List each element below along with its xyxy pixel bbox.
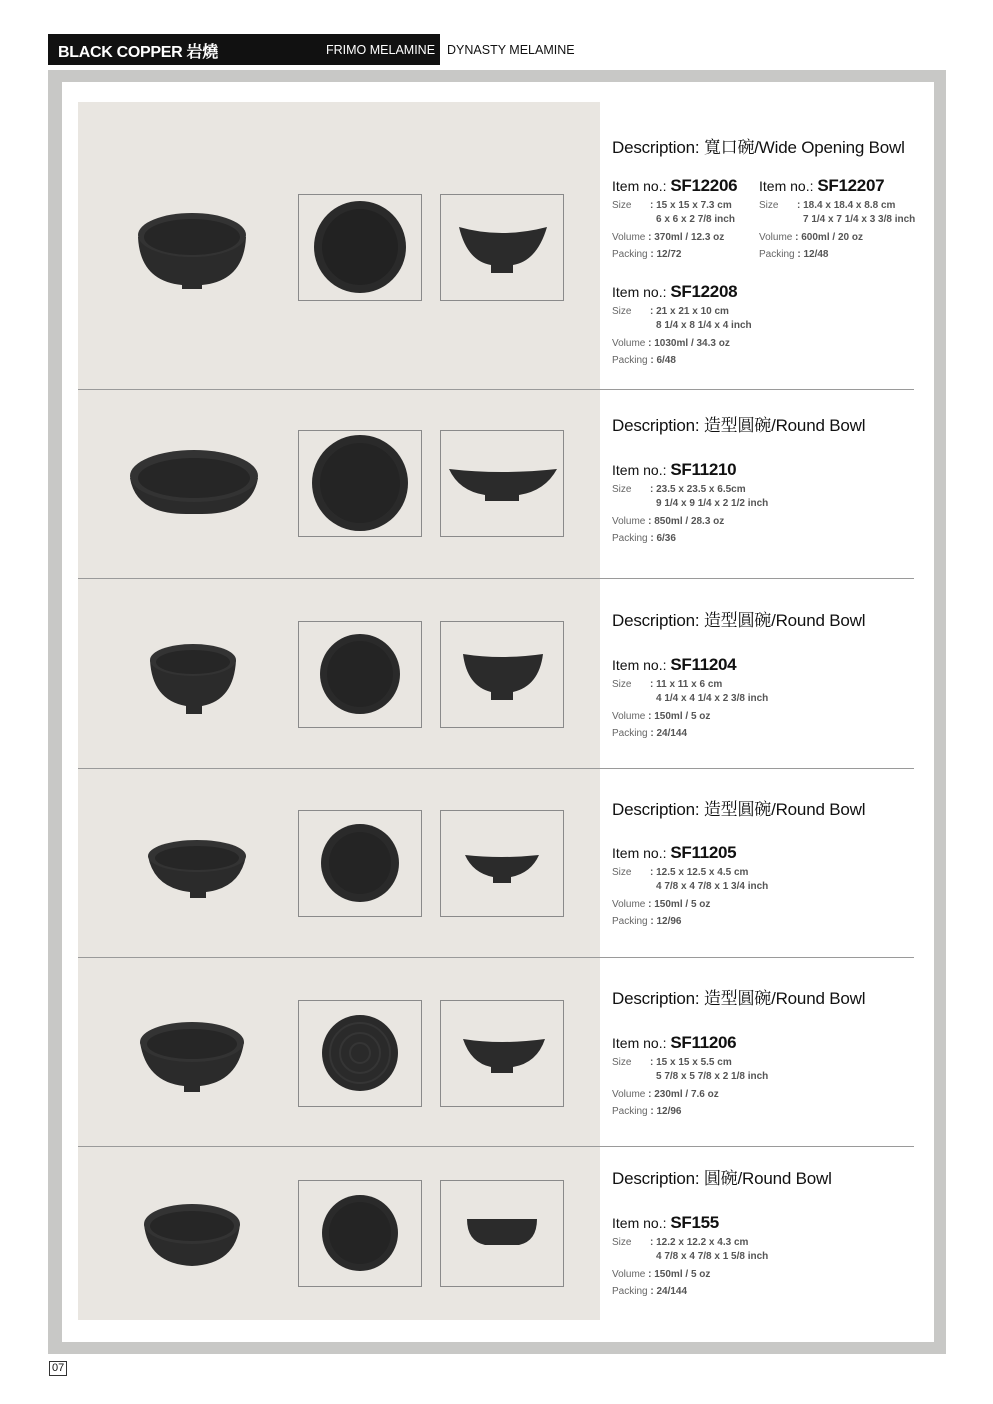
item-number-row: Item no.: SF12206 bbox=[612, 176, 738, 195]
size-cm: : 11 x 11 x 6 cm bbox=[650, 679, 723, 690]
tab-frimo-melamine[interactable]: FRIMO MELAMINE bbox=[326, 43, 436, 57]
bowl-top-photo-frame bbox=[298, 1000, 422, 1107]
item-code: SF12208 bbox=[670, 282, 738, 301]
description-wide-opening-bowl: Description: 寬口碗/Wide Opening Bowl bbox=[612, 138, 905, 157]
description-round-bowl: Description: 造型圓碗/Round Bowl bbox=[612, 611, 866, 630]
item-card-sf11205: Item no.: SF11205 Size : 12.5 x 12.5 x 4.5 cm 4 7/8 x 4 7/8 x 1 3/4 inch Volume : 150ml / 5 oz Packing : 12/96 bbox=[612, 843, 769, 927]
volume-value: : 1030ml / 34.3 oz bbox=[648, 338, 730, 349]
bowl-top-photo-frame bbox=[298, 430, 422, 537]
packing-value: : 24/144 bbox=[650, 728, 688, 739]
tab-dynasty-melamine[interactable]: DYNASTY MELAMINE bbox=[447, 43, 575, 57]
size-cm: : 15 x 15 x 7.3 cm bbox=[650, 200, 732, 211]
bowl-angle-photo bbox=[132, 205, 252, 295]
bowl-top-photo-frame bbox=[298, 1180, 422, 1287]
size-inch: 4 7/8 x 4 7/8 x 1 5/8 inch bbox=[656, 1251, 769, 1262]
volume-value: : 370ml / 12.3 oz bbox=[648, 232, 725, 243]
item-code: SF11205 bbox=[670, 843, 737, 862]
item-code: SF12206 bbox=[670, 176, 738, 195]
volume-value: : 600ml / 20 oz bbox=[795, 232, 863, 243]
bowl-side-photo-frame bbox=[440, 810, 564, 917]
volume-value: : 150ml / 5 oz bbox=[648, 1269, 711, 1280]
description-round-bowl: Description: 造型圓碗/Round Bowl bbox=[612, 800, 866, 819]
volume-value: : 230ml / 7.6 oz bbox=[648, 1089, 719, 1100]
item-code: SF155 bbox=[670, 1213, 719, 1232]
packing-value: : 6/36 bbox=[650, 533, 676, 544]
item-card-sf12207: Item no.: SF12207 Size : 18.4 x 18.4 x 8.8 cm 7 1/4 x 7 1/4 x 3 3/8 inch Volume : 600ml / 20 oz Packing : 12/48 bbox=[759, 176, 929, 262]
packing-value: : 12/72 bbox=[650, 249, 682, 260]
bowl-top-photo bbox=[299, 195, 421, 300]
item-card-sf11206: Item no.: SF11206 Size : 15 x 15 x 5.5 cm 5 7/8 x 5 7/8 x 2 1/8 inch Volume : 230ml / 7.6 oz Packing : 12/96 bbox=[612, 1033, 769, 1117]
bowl-top-photo-frame bbox=[298, 621, 422, 728]
size-cm: : 23.5 x 23.5 x 6.5cm bbox=[650, 484, 746, 495]
bowl-top-photo-frame bbox=[298, 194, 422, 301]
section-divider bbox=[78, 957, 914, 958]
bowl-top-photo bbox=[299, 1181, 421, 1286]
bowl-angle-photo bbox=[136, 1016, 248, 1094]
item-card-sf11204: Item no.: SF11204 Size : 11 x 11 x 6 cm 4 1/4 x 4 1/4 x 2 3/8 inch Volume : 150ml / 5 oz Packing : 24/144 bbox=[612, 655, 769, 739]
description-round-bowl: Description: 圓碗/Round Bowl bbox=[612, 1169, 832, 1188]
bowl-side-photo-frame bbox=[440, 1180, 564, 1287]
item-code: SF11210 bbox=[670, 460, 737, 479]
description-round-bowl: Description: 造型圓碗/Round Bowl bbox=[612, 416, 866, 435]
section-divider bbox=[78, 578, 914, 579]
bowl-top-photo bbox=[299, 1001, 421, 1106]
item-number-row: Item no.: SF12208 bbox=[612, 282, 738, 301]
item-card-sf155: Item no.: SF155 Size : 12.2 x 12.2 x 4.3 cm 4 7/8 x 4 7/8 x 1 5/8 inch Volume : 150ml / 5 oz Packing : 24/144 bbox=[612, 1213, 769, 1297]
size-inch: 7 1/4 x 7 1/4 x 3 3/8 inch bbox=[803, 214, 916, 225]
bowl-side-photo-frame bbox=[440, 621, 564, 728]
bowl-top-photo bbox=[299, 811, 421, 916]
description-round-bowl: Description: 造型圓碗/Round Bowl bbox=[612, 989, 866, 1008]
page-number: 07 bbox=[49, 1361, 67, 1376]
bowl-side-photo bbox=[441, 431, 563, 536]
bowl-top-photo-frame bbox=[298, 810, 422, 917]
size-inch: 4 1/4 x 4 1/4 x 2 3/8 inch bbox=[656, 693, 769, 704]
bowl-side-photo bbox=[441, 195, 563, 300]
size-cm: : 15 x 15 x 5.5 cm bbox=[650, 1057, 732, 1068]
size-cm: : 21 x 21 x 10 cm bbox=[650, 306, 729, 317]
bowl-top-photo bbox=[299, 622, 421, 727]
bowl-side-photo bbox=[441, 1181, 563, 1286]
item-card-sf12208: Item no.: SF12208 Size : 21 x 21 x 10 cm 8 1/4 x 8 1/4 x 4 inch Volume : 1030ml / 34.3 oz Packing : 6/48 bbox=[612, 282, 762, 368]
packing-value: : 24/144 bbox=[650, 1286, 688, 1297]
bowl-side-photo bbox=[441, 622, 563, 727]
bowl-side-photo bbox=[441, 1001, 563, 1106]
packing-value: : 12/96 bbox=[650, 916, 682, 927]
size-inch: 8 1/4 x 8 1/4 x 4 inch bbox=[656, 320, 752, 331]
section-divider bbox=[78, 1146, 914, 1147]
bowl-angle-photo bbox=[144, 834, 250, 902]
item-card-sf11210: Item no.: SF11210 Size : 23.5 x 23.5 x 6.5cm 9 1/4 x 9 1/4 x 2 1/2 inch Volume : 850ml / 28.3 oz Packing : 6/36 bbox=[612, 460, 769, 544]
size-inch: 5 7/8 x 5 7/8 x 2 1/8 inch bbox=[656, 1071, 769, 1082]
item-number-row: Item no.: SF11204 bbox=[612, 655, 737, 674]
packing-value: : 12/48 bbox=[797, 249, 829, 260]
section-divider bbox=[78, 768, 914, 769]
bowl-side-photo bbox=[441, 811, 563, 916]
bowl-angle-photo bbox=[126, 444, 262, 520]
size-inch: 9 1/4 x 9 1/4 x 2 1/2 inch bbox=[656, 498, 769, 509]
item-number-row: Item no.: SF11206 bbox=[612, 1033, 737, 1052]
bowl-angle-photo bbox=[140, 1198, 244, 1270]
volume-value: : 150ml / 5 oz bbox=[648, 711, 711, 722]
bowl-side-photo-frame bbox=[440, 1000, 564, 1107]
packing-value: : 12/96 bbox=[650, 1106, 682, 1117]
bowl-angle-photo bbox=[146, 638, 240, 718]
item-number-row: Item no.: SF11210 bbox=[612, 460, 737, 479]
size-inch: 6 x 6 x 2 7/8 inch bbox=[656, 214, 735, 225]
item-number-row: Item no.: SF155 bbox=[612, 1213, 719, 1232]
size-cm: : 18.4 x 18.4 x 8.8 cm bbox=[797, 200, 896, 211]
bowl-side-photo-frame bbox=[440, 194, 564, 301]
bowl-side-photo-frame bbox=[440, 430, 564, 537]
size-cm: : 12.5 x 12.5 x 4.5 cm bbox=[650, 867, 749, 878]
size-inch: 4 7/8 x 4 7/8 x 1 3/4 inch bbox=[656, 881, 769, 892]
bowl-top-photo bbox=[299, 431, 421, 536]
item-number-row: Item no.: SF11205 bbox=[612, 843, 737, 862]
volume-value: : 150ml / 5 oz bbox=[648, 899, 711, 910]
volume-value: : 850ml / 28.3 oz bbox=[648, 516, 725, 527]
brand-title: BLACK COPPER 岩燒 bbox=[58, 44, 218, 61]
item-number-row: Item no.: SF12207 bbox=[759, 176, 885, 195]
section-divider bbox=[78, 389, 914, 390]
packing-value: : 6/48 bbox=[650, 355, 676, 366]
item-code: SF11204 bbox=[670, 655, 737, 674]
item-code: SF12207 bbox=[817, 176, 885, 195]
item-code: SF11206 bbox=[670, 1033, 737, 1052]
item-card-sf12206: Item no.: SF12206 Size : 15 x 15 x 7.3 cm 6 x 6 x 2 7/8 inch Volume : 370ml / 12.3 oz Packing : 12/72 bbox=[612, 176, 762, 262]
size-cm: : 12.2 x 12.2 x 4.3 cm bbox=[650, 1237, 749, 1248]
